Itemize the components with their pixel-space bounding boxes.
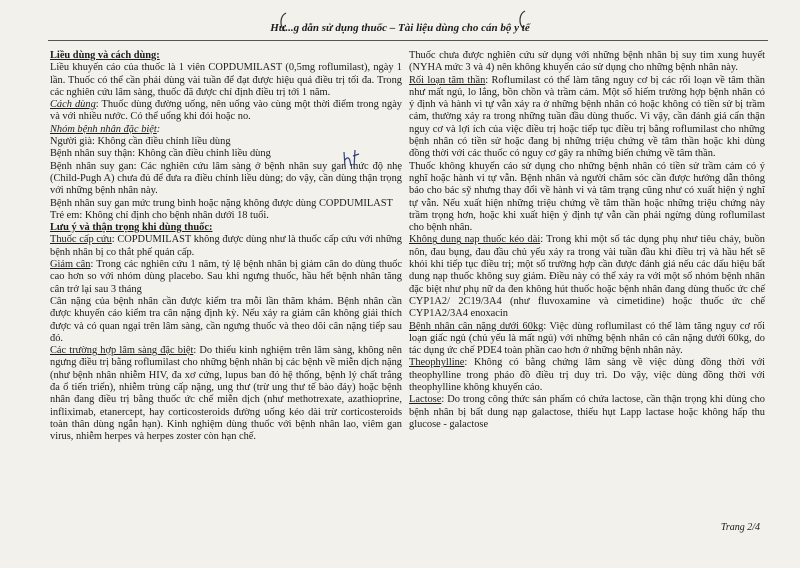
intolerance-text: : Trong khi một số tác dụng phụ như tiêu chảy, buồn nôn, đau bụng, đau đầu chủ yếu xảy ra trong vài tuần đầu khi điều trị và hầu hết sẽ khỏi khi tiếp tục điều trị; một số trường hợp cần được đánh giá nếu các dấu hiệu bất dung nạp thuốc không suy giảm. Điều này có thể xảy ra với một số nhóm bệnh nhân đặc biệt như phụ nữ da đen không hút thuốc hoặc bệnh nhân đang dùng thuốc ức chế CYP1A2/ 2C19/3A4 (như fluvoxamine và cimetidine) hoặc thuốc ức chế CYP1A2/3A4 enoxacin	[409, 234, 765, 320]
theophylline-paragraph	[409, 357, 765, 394]
intolerance-paragraph	[409, 234, 765, 320]
right-column	[409, 50, 765, 431]
psychiatric-paragraph	[409, 75, 765, 161]
special-groups-colon: :	[156, 123, 161, 135]
handwritten-initials-signature	[341, 148, 365, 170]
psychiatric-label: Rối loạn tâm thần	[409, 74, 486, 86]
heart-failure-paragraph: Thuốc chưa được nghiên cứu sử dụng với những bệnh nhân bị suy tim xung huyết (NYHA mức 3 và 4) nên không khuyến cáo sử dụng cho những bệnh nhân này.	[409, 50, 765, 74]
hepatic-mild-paragraph: Bệnh nhân suy gan: Các nghiên cứu lâm sàng ở bệnh nhân suy gan mức độ nhẹ (Child-Pugh A) chưa đủ để đưa ra điều chỉnh liều dùng; do vậy, cần dùng thận trọng với những bệnh nhân này.	[50, 160, 402, 197]
theophylline-text: : Không có bằng chứng lâm sàng về việc dùng đồng thời với theophylline trong pháo đồ điều trị duy trì. Do vậy, việc dùng đồng thời với theophylline không khuyến cáo.	[409, 357, 765, 394]
rescue-text: : COPDUMILAST không được dùng như là thuốc cấp cứu với những bệnh nhân bị co thắt phế quản cấp.	[50, 234, 402, 258]
left-column	[50, 50, 402, 444]
precautions-heading: Lưu ý và thận trọng khi dùng thuốc:	[50, 222, 213, 234]
clinical-text: : Do thiếu kinh nghiệm trên lâm sàng, không nên ngưng điều trị bằng roflumilast cho những bệnh nhân bị các bệnh về miễn dịch nặng (như bệnh nhân nhiễm HIV, đa xơ cứng, lupus ban đỏ hệ thống, bệnh lý chất trắng đa ổ tiến triển), nhiễm trùng cấp nặng, ung thư (trừ ung thư tế bào đáy) hoặc bệnh nhân đang điều trị bằng thuốc ức chế miễn dịch (như methotrexate, azathioprine, infliximab, etanercept, hay corticosteroids đường uống kéo dài trừ corticosteroids toàn thân dùng ngắn hạn). Kinh nghiệm dùng thuốc với bệnh nhân lao, viêm gan virus, nhiễm herpes và herpes zoster còn hạn chế.	[50, 345, 402, 443]
special-groups-label: Nhóm bệnh nhân đặc biệt	[50, 123, 157, 135]
low-weight-text: : Việc dùng roflumilast có thể làm tăng nguy cơ rối loạn giấc ngủ (chủ yếu là mất ngủ) với những bệnh nhân có cân nặng dưới 60kg, do tác dụng ức chế PDE4 toàn phần cao hơn ở những bệnh nhân này.	[409, 320, 765, 357]
usage-paragraph	[50, 99, 402, 124]
usage-text: : Thuốc dùng đường uống, nên uống vào cùng một thời điểm trong ngày và với nhiều nước. Có thể uống khi đói hoặc no.	[50, 99, 403, 123]
theophylline-label: Theophylline	[409, 357, 465, 369]
dosage-heading: Liều dùng và cách dùng:	[50, 50, 160, 61]
rescue-label: Thuốc cấp cứu	[50, 234, 112, 246]
suicide-paragraph: Thuốc không khuyến cáo sử dụng cho những bệnh nhân có tiền sử trầm cảm có ý nghĩ hoặc hành vi tự vẫn. Bệnh nhân và người chăm sóc cần được hướng dẫn thông báo cho bác sỹ nhưng thay đổi về hành vi và tâm trạng cũng như có xuất hiện ý nghĩ tự vẫn. Nếu xuất hiện những triệu chứng về tâm thần hoặc những triệu chứng này trầm trọng hơn, hoặc khi xuất hiện ý định tự vẫn cần phải ngừng dùng roflumilast cho bệnh nhân.	[409, 160, 765, 234]
special-groups-heading	[50, 124, 402, 136]
lactose-paragraph	[409, 394, 765, 431]
low-weight-paragraph	[409, 321, 765, 358]
weight-text: : Trong các nghiên cứu 1 năm, tỷ lệ bệnh nhân bị giảm cân do dùng thuốc cao hơn so với nhóm dùng placebo. Sau khi ngưng thuốc, hầu hết bệnh nhân tăng cân trở lại sau 3 tháng	[50, 259, 402, 295]
lactose-text: : Do trong công thức sản phẩm có chứa lactose, cần thận trọng khi dùng cho bệnh nhân bị bất dung nạp galactose, thiếu hụt Lapp lactase hoặc không hấp thu glucose - galactose	[409, 394, 765, 430]
weight-label: Giảm cân	[50, 259, 91, 271]
dosage-paragraph: Liều khuyến cáo của thuốc là 1 viên COPDUMILAST (0,5mg roflumilast), ngày 1 lần. Thuốc có thể cần phải dùng vài tuần để đạt được hiệu quả điều trị tối đa. Trong các nghiên cứu lâm sàng, thuốc đã được chỉ định điều trị tới 1 năm.	[50, 62, 402, 98]
page-number: Trang 2/4	[720, 522, 760, 533]
low-weight-label: Bệnh nhân cân nặng dưới 60kg	[409, 320, 544, 332]
children-line: Trẻ em: Không chỉ định cho bệnh nhân dưới 18 tuổi.	[50, 209, 269, 221]
elderly-line: Người già: Không cần điều chỉnh liều dùng	[50, 136, 231, 148]
clinical-label: Các trường hợp lâm sàng đặc biệt	[50, 345, 194, 357]
weight-monitoring-paragraph: Cân nặng của bệnh nhân cần được kiểm tra mỗi lần thăm khám. Bệnh nhân cần được khuyến cáo kiểm tra cân nặng định kỳ. Nếu xảy ra giảm cân không giải thích được và có quan ngại trên lâm sàng, cần ngưng thuốc và theo dõi cân nặng tiếp sau đó.	[50, 295, 402, 344]
renal-line: Bệnh nhân suy thận: Không cần điều chỉnh liều dùng	[50, 148, 271, 160]
psychiatric-text: : Roflumilast có thể làm tăng nguy cơ bị các rối loạn về tâm thần như mất ngủ, lo lắng, bồn chồn và trầm cảm. Một số hiếm trường hợp bệnh nhân có ý định và hành vi tự vẫn xảy ra ở những bệnh nhân có hoặc không có tiền sử bị trầm cảm, thường xảy ra trong những tuần đầu dùng thuốc. Vì vậy, cần đánh giá cẩn thận nguy cơ và lợi ích của việc điều trị hoặc tiếp tục điều trị bằng roflumilast cho những bệnh nhân có tiền sử hoặc đang bị những triệu chứng về tâm thần hoặc khi dùng đồng thời với các thuốc có nguy cơ gây ra những biến chứng về tâm thần.	[409, 74, 765, 160]
header-rule	[48, 40, 768, 41]
lactose-label: Lactose	[409, 394, 442, 406]
rescue-paragraph	[50, 234, 402, 259]
weight-paragraph	[50, 259, 402, 296]
document-header: Hư...g dẫn sử dụng thuốc – Tài liệu dùng cho cán bộ y tế	[270, 22, 530, 34]
clinical-paragraph	[50, 345, 402, 443]
hepatic-moderate-paragraph: Bệnh nhân suy gan mức trung bình hoặc nặng không được dùng COPDUMILAST	[50, 197, 393, 209]
intolerance-label: Không dung nạp thuốc kéo dài	[409, 234, 541, 246]
usage-label: Cách dùng	[50, 99, 96, 111]
